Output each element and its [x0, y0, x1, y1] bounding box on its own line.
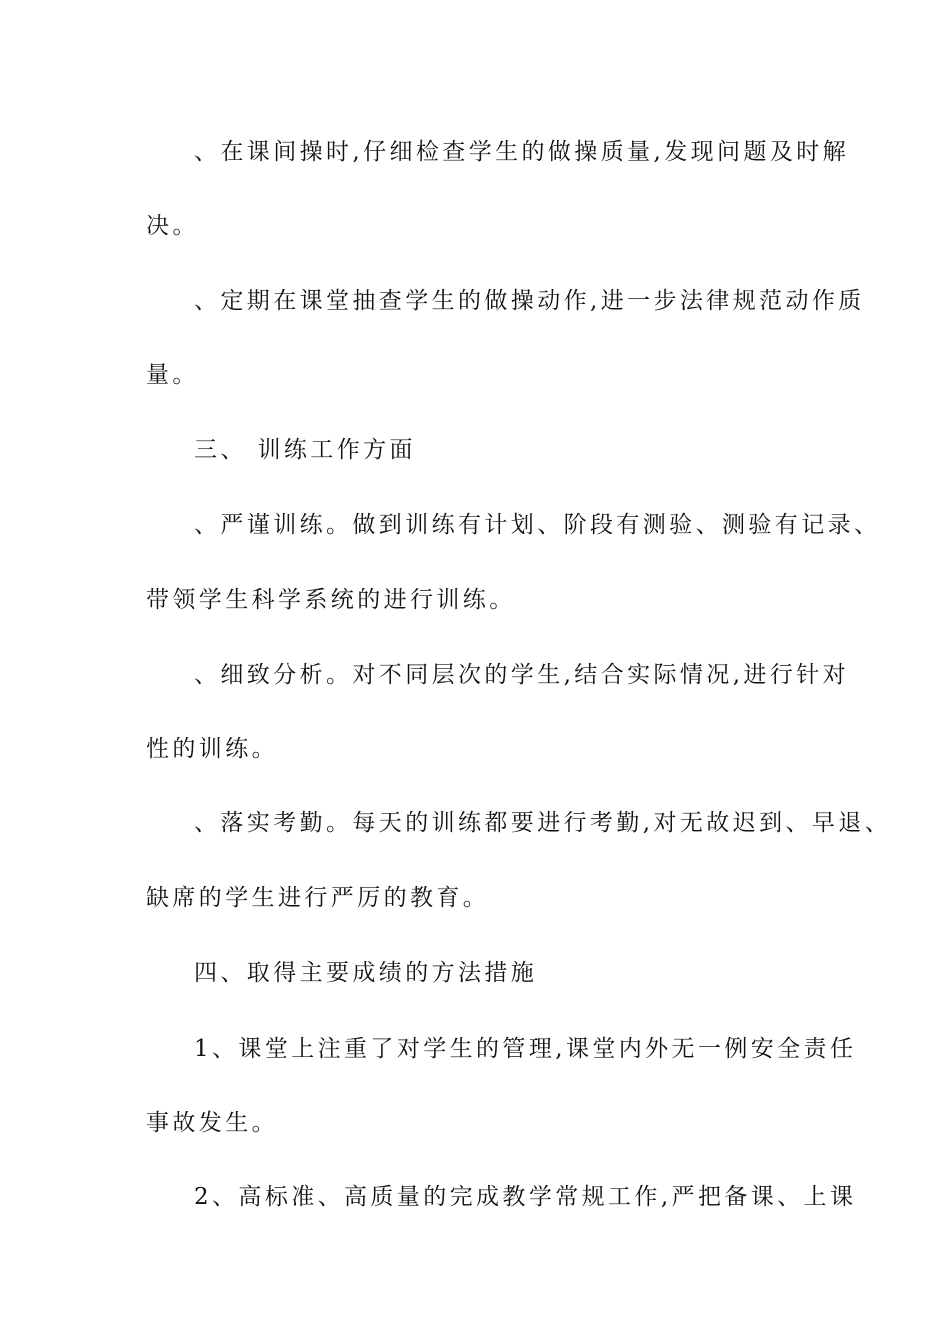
paragraph-line: 、落实考勤。每天的训练都要进行考勤,对无故迟到、早退、	[194, 810, 892, 836]
paragraph-line: 1、课堂上注重了对学生的管理,课堂内外无一例安全责任	[194, 1036, 857, 1062]
paragraph-line: 性的训练。	[146, 736, 278, 762]
paragraph-line: 量。	[146, 362, 199, 388]
paragraph-line: 带领学生科学系统的进行训练。	[146, 587, 516, 613]
paragraph-line: 、严谨训练。做到训练有计划、阶段有测验、测验有记录、	[194, 512, 881, 538]
section-heading: 三、 训练工作方面	[194, 437, 416, 463]
paragraph-line: 决。	[146, 213, 199, 239]
paragraph-line: 、在课间操时,仔细检查学生的做操质量,发现问题及时解	[194, 139, 850, 165]
paragraph-line: 、细致分析。对不同层次的学生,结合实际情况,进行针对	[194, 662, 850, 688]
paragraph-line: 、定期在课堂抽查学生的做操动作,进一步法律规范动作质	[194, 288, 865, 314]
section-heading: 四、取得主要成绩的方法措施	[194, 960, 538, 986]
paragraph-line: 缺席的学生进行严厉的教育。	[146, 885, 490, 911]
paragraph-line: 事故发生。	[146, 1110, 278, 1136]
paragraph-line: 2、高标准、高质量的完成教学常规工作,严把备课、上课	[194, 1184, 857, 1210]
